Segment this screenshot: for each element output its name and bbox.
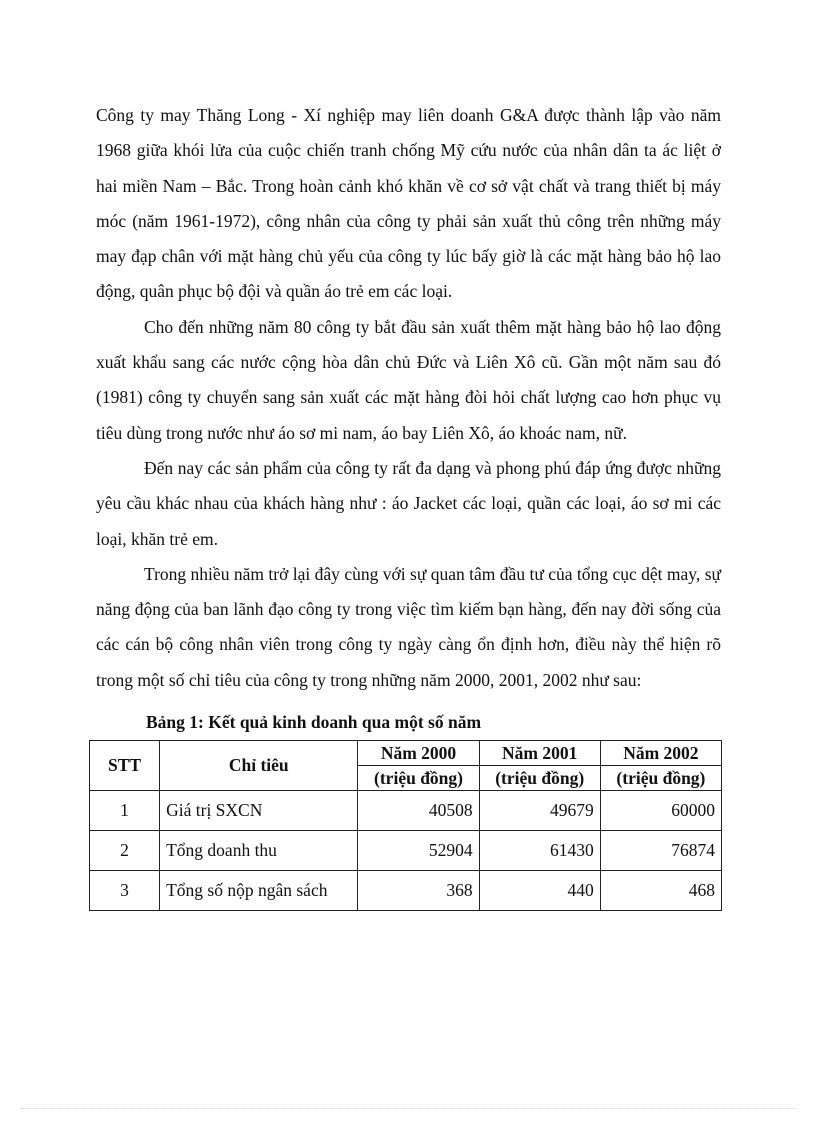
header-unit: (triệu đồng) xyxy=(600,766,721,791)
results-table xyxy=(89,740,722,911)
paragraph-3: Đến nay các sản phẩm của công ty rất đa dạng và phong phú đáp ứng được những yêu cầu khác nhau của khách hàng như : áo Jacket các loại, quần các loại, áo sơ mi các loại, khăn trẻ em. xyxy=(96,457,721,549)
table-header-row xyxy=(90,741,722,766)
cell-2002: 60000 xyxy=(600,791,721,831)
cell-2001: 49679 xyxy=(479,791,600,831)
header-year-2000: Năm 2000 xyxy=(358,741,479,766)
cell-2001: 440 xyxy=(479,871,600,911)
header-unit: (triệu đồng) xyxy=(479,766,600,791)
cell-2001: 61430 xyxy=(479,831,600,871)
table-row xyxy=(90,871,722,911)
table-row xyxy=(90,791,722,831)
document-body xyxy=(96,98,721,911)
paragraph-1: Công ty may Thăng Long - Xí nghiệp may liên doanh G&A được thành lập vào năm 1968 giữa khói lửa của cuộc chiến tranh chống Mỹ cứu nước của nhân dân ta ác liệt ở hai miền Nam – Bắc. Trong hoàn cảnh khó khăn về cơ sở vật chất và trang thiết bị máy móc (năm 1961-1972), công nhân của công ty phải sản xuất thủ công trên những máy may đạp chân với mặt hàng chủ yếu của công ty lúc bấy giờ là các mặt hàng bảo hộ lao động, quân phục bộ đội và quần áo trẻ em các loại. xyxy=(96,105,721,302)
header-indicator: Chỉ tiêu xyxy=(160,741,358,791)
header-year-2001: Năm 2001 xyxy=(479,741,600,766)
cell-2002: 76874 xyxy=(600,831,721,871)
cell-2000: 368 xyxy=(358,871,479,911)
paragraph-2: Cho đến những năm 80 công ty bắt đầu sản xuất thêm mặt hàng bảo hộ lao động xuất khẩu sang các nước cộng hòa dân chủ Đức và Liên Xô cũ. Gần một năm sau đó (1981) công ty chuyển sang sản xuất các mặt hàng đòi hỏi chất lượng cao hơn phục vụ tiêu dùng trong nước như áo sơ mi nam, áo bay Liên Xô, áo khoác nam, nữ. xyxy=(96,316,721,443)
paragraph-4: Trong nhiều năm trở lại đây cùng với sự quan tâm đầu tư của tổng cục dệt may, sự năng động của ban lãnh đạo công ty trong việc tìm kiếm bạn hàng, đến nay đời sống của các cán bộ công nhân viên trong công ty ngày càng ổn định hơn, điều này thể hiện rõ trong một số chỉ tiêu của công ty trong những năm 2000, 2001, 2002 như sau: xyxy=(96,563,721,690)
cell-2002: 468 xyxy=(600,871,721,911)
cell-stt: 3 xyxy=(90,871,160,911)
cell-stt: 1 xyxy=(90,791,160,831)
cell-2000: 52904 xyxy=(358,831,479,871)
cell-stt: 2 xyxy=(90,831,160,871)
table-caption: Bảng 1: Kết quả kinh doanh qua một số năm xyxy=(146,712,482,733)
header-unit: (triệu đồng) xyxy=(358,766,479,791)
cell-indicator: Tổng số nộp ngân sách xyxy=(160,871,358,911)
cell-indicator: Tổng doanh thu xyxy=(160,831,358,871)
cell-2000: 40508 xyxy=(358,791,479,831)
header-stt: STT xyxy=(90,741,160,791)
cell-indicator: Giá trị SXCN xyxy=(160,791,358,831)
header-year-2002: Năm 2002 xyxy=(600,741,721,766)
page-bottom-divider xyxy=(20,1108,796,1109)
table-row xyxy=(90,831,722,871)
